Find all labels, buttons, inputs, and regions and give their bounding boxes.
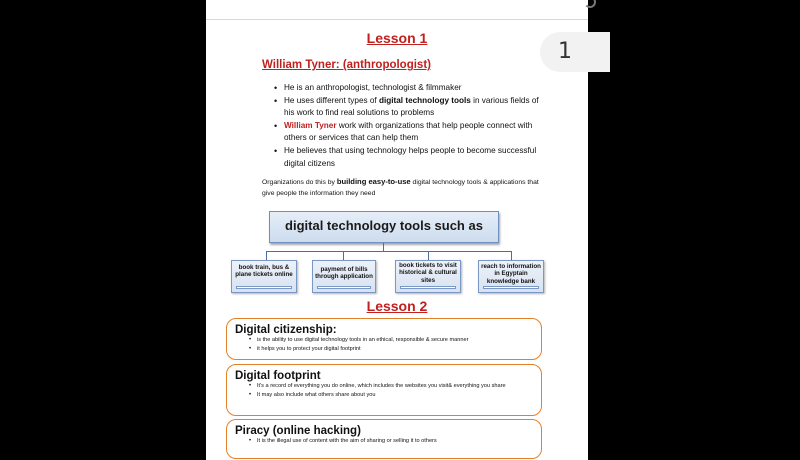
list-item: • It may also include what others share about you — [257, 391, 527, 400]
node-bar — [483, 286, 539, 289]
diagram-connector — [266, 251, 267, 260]
bullet-text: He is an anthropologist, technologist & filmmaker — [284, 83, 462, 92]
piracy-heading: Piracy (online hacking) — [235, 425, 361, 437]
bullet-text: in various fields of his work to find real solutions to problems — [284, 95, 539, 118]
list-item: • It's a record of everything you do online, which includes the websites you visit& everything you share — [257, 382, 527, 391]
diagram-connector — [266, 251, 512, 252]
diagram-node-label: reach to information in Egyptain knowledge bank — [481, 263, 541, 285]
document-page[interactable] — [206, 0, 588, 460]
bullet-item — [284, 120, 544, 145]
bullet-text: work with organizations that help people connect with others or services that can help them — [284, 120, 533, 143]
diagram-node-label: book tickets to visit historical & cultural sites — [399, 262, 457, 284]
node-bar — [317, 286, 371, 289]
diagram-connector — [511, 251, 512, 260]
digital-citizenship-heading: Digital citizenship: — [235, 324, 337, 336]
lesson-2-title: Lesson 2 — [366, 298, 428, 314]
list-item: • is the ability to use digital technology tools in an ethical, responsible & secure manner — [257, 336, 527, 345]
william-tyner-heading: William Tyner: (anthropologist) — [262, 59, 431, 71]
digital-citizenship-box — [226, 318, 542, 360]
diagram-connector — [383, 243, 384, 251]
page-number-badge[interactable] — [540, 32, 610, 72]
diagram-node — [395, 260, 461, 293]
resize-handle-icon — [584, 0, 596, 8]
top-divider — [206, 19, 588, 20]
note-text: digital technology tools & applications that give people the information they need — [262, 179, 539, 197]
note-bold-text: building easy-to-use — [336, 177, 411, 186]
diagram-node-label: payment of bills through application — [315, 266, 373, 281]
list-item: • It is the illegal use of content with the aim of sharing or selling it to others — [257, 437, 527, 446]
diagram-connector — [428, 251, 429, 260]
node-bar — [400, 286, 456, 289]
diagram-root-box: digital technology tools such as — [269, 211, 499, 243]
organizations-note — [262, 176, 544, 199]
piracy-list — [257, 437, 541, 446]
bullet-highlight-name: William Tyner — [284, 120, 337, 130]
lesson-1-title: Lesson 1 — [366, 30, 428, 46]
tyner-bullet-list — [284, 82, 544, 170]
footprint-list — [257, 382, 541, 399]
bullet-text: He uses different types of — [284, 95, 379, 105]
node-bar — [236, 286, 292, 289]
bullet-bold-text: digital technology tools — [378, 95, 471, 105]
piracy-box — [226, 419, 542, 459]
diagram-connector — [343, 251, 344, 260]
diagram-node — [478, 260, 544, 293]
diagram-node — [312, 260, 376, 293]
bullet-item — [284, 95, 544, 120]
diagram-node-label: book train, bus & plane tickets online — [235, 264, 293, 279]
citizenship-list — [257, 336, 541, 353]
page-number: 1 — [558, 39, 572, 64]
list-item: • it helps you to protect your digital footprint — [257, 345, 527, 354]
diagram-node — [231, 260, 297, 293]
note-text: Organizations do this by — [262, 179, 337, 186]
digital-footprint-box — [226, 364, 542, 416]
bullet-text: He believes that using technology helps people to become successful digital citizens — [284, 145, 537, 168]
bullet-item — [284, 82, 544, 95]
digital-footprint-heading: Digital footprint — [235, 370, 321, 382]
bullet-item — [284, 145, 544, 170]
